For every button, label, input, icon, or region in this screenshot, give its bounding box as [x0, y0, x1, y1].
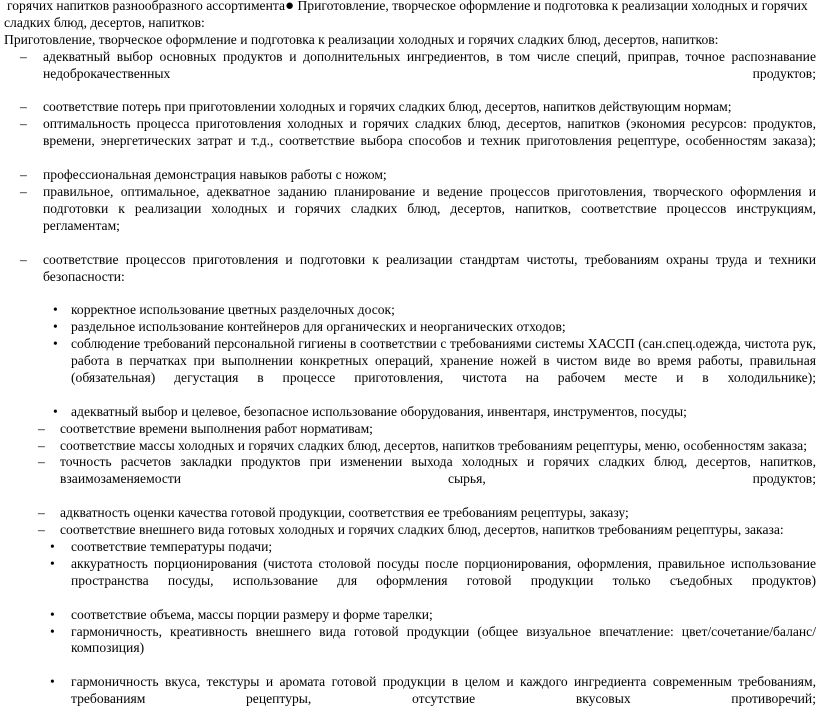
criteria-text: соответствие времени выполнения работ нормативам; — [60, 420, 373, 436]
bullet-icon: • — [50, 674, 55, 690]
dash-marker: – — [38, 522, 45, 538]
safety-text: адекватный выбор и целевое, безопасное использование оборудования, инвентаря, инструментов, посуды; — [71, 403, 687, 419]
bullet-icon: ● — [285, 0, 295, 14]
bullet-icon: • — [50, 623, 55, 639]
appearance-item — [0, 674, 816, 725]
header-text-c: сладких блюд, десертов, напитков: — [4, 14, 205, 30]
safety-item — [0, 336, 816, 404]
criteria-item — [0, 252, 816, 303]
criteria-text: соответствие процессов приготовления и подготовки к реализации стандртам чистоты, требованиям охраны труда и техники безопасности: — [43, 251, 816, 284]
appearance-item — [0, 539, 816, 556]
dash-marker: – — [20, 183, 27, 199]
safety-item — [0, 302, 816, 319]
bullet-icon: • — [53, 302, 58, 318]
appearance-item — [0, 556, 816, 607]
criteria-item — [0, 454, 816, 505]
bullet-icon: • — [50, 555, 55, 571]
criteria-item — [0, 505, 816, 522]
safety-text: раздельное использование контейнеров для органических и неорганических отходов; — [71, 319, 566, 335]
criteria-text: соответствие внешнего вида готовых холодных и горячих сладких блюд, десертов, напитков требованиям рецептуры, заказа: — [60, 522, 784, 538]
criteria-item — [0, 438, 816, 455]
safety-item — [0, 319, 816, 336]
dash-marker: – — [20, 251, 27, 267]
bullet-icon: • — [50, 539, 55, 554]
criteria-item — [0, 184, 816, 252]
criteria-item — [0, 522, 816, 539]
criteria-item — [0, 167, 816, 184]
header-line-1 — [0, 0, 816, 15]
bullet-icon: • — [53, 403, 58, 419]
appearance-item — [0, 607, 816, 624]
criteria-item — [0, 99, 816, 116]
dash-marker: – — [38, 454, 45, 470]
dash-marker: – — [20, 167, 27, 183]
criteria-text: профессиональная демонстрация навыков работы с ножом; — [43, 167, 387, 183]
criteria-item — [0, 116, 816, 167]
criteria-text: соответствие массы холодных и горячих сладких блюд, десертов, напитков требованиям рецептуры, меню, особенностям заказа; — [60, 437, 807, 453]
criteria-text: правильное, оптимальное, адекватное заданию планирование и ведение процессов приготовления, творческого оформления и подготовки к реализации холодных и горячих сладких блюд, десертов, напитков, соответствие процессов инструкциям, регламентам; — [43, 183, 816, 233]
safety-text: соблюдение требований персональной гигиены в соответствии с требованиями системы ХАССП (сан.спец.одежда, чистота рук, работа в перчатках при выполнении конкретных операций, хранение ножей в чистом виде во время работы, правильная (обязательная) дегустация в процессе приготовления, чистота на рабочем месте и в холодильнике); — [71, 336, 816, 385]
dash-marker: – — [38, 505, 45, 521]
appearance-text: гармоничность, креативность внешнего вида готовой продукции (общее визуальное впечатление: цвет/сочетание/баланс/композиция) — [71, 623, 816, 656]
header-line-2 — [0, 15, 816, 32]
safety-text: корректное использование цветных разделочных досок; — [71, 302, 395, 318]
appearance-text: гармоничность вкуса, текстуры и аромата готовой продукции в целом и каждого ингредиента современным требованиям, требованиям рецептуры, отсутствие вкусовых противоречий; — [71, 674, 816, 707]
section-title: Приготовление, творческое оформление и подготовка к реализации холодных и горячих сладких блюд, десертов, напитков: — [4, 31, 719, 47]
criteria-item — [0, 421, 816, 438]
bullet-icon: • — [53, 319, 58, 335]
header-text-b: Приготовление, творческое оформление и подготовка к реализации холодных и горячих — [294, 0, 808, 13]
criteria-text: точность расчетов закладки продуктов при изменении выхода холодных и горячих сладких блюд, десертов, напитков, взаимозаменяемости сырья, продуктов; — [60, 454, 816, 487]
header-text-a: горячих напитков разнообразного ассортимента — [7, 0, 286, 13]
criteria-text: адекватный выбор основных продуктов и дополнительных ингредиентов, в том числе специй, приправ, точное распознавание недоброкачественных продуктов; — [43, 48, 816, 81]
dash-marker: – — [20, 116, 27, 132]
appearance-item — [0, 624, 816, 675]
dash-marker: – — [20, 48, 27, 64]
criteria-item — [0, 49, 816, 100]
criteria-text: оптимальность процесса приготовления холодных и горячих сладких блюд, десертов, напитков (экономия ресурсов: продуктов, времени, энергетических затрат и т.д., соответствие выбора способов и техник приготовления рецептуре, особенностям заказа); — [43, 116, 816, 149]
criteria-text: соответствие потерь при приготовлении холодных и горячих сладких блюд, десертов, напитков действующим нормам; — [43, 99, 732, 115]
dash-marker: – — [38, 420, 45, 436]
dash-marker: – — [38, 437, 45, 453]
safety-item — [0, 404, 816, 421]
bullet-icon: • — [53, 336, 58, 352]
criteria-text: адкватность оценки качества готовой продукции, соответствия ее требованиям рецептуры, заказу; — [60, 505, 629, 521]
dash-marker: – — [20, 99, 27, 115]
bullet-icon: • — [50, 606, 55, 622]
appearance-text: соответствие температуры подачи; — [71, 539, 273, 554]
appearance-text: соответствие объема, массы порции размеру и форме тарелки; — [71, 606, 433, 622]
appearance-text: аккуратность порционирования (чистота столовой посуды после порционирования, оформления, правильное использование пространства посуды, использование для оформления готовой продукции только съедобных продуктов) — [71, 555, 816, 588]
